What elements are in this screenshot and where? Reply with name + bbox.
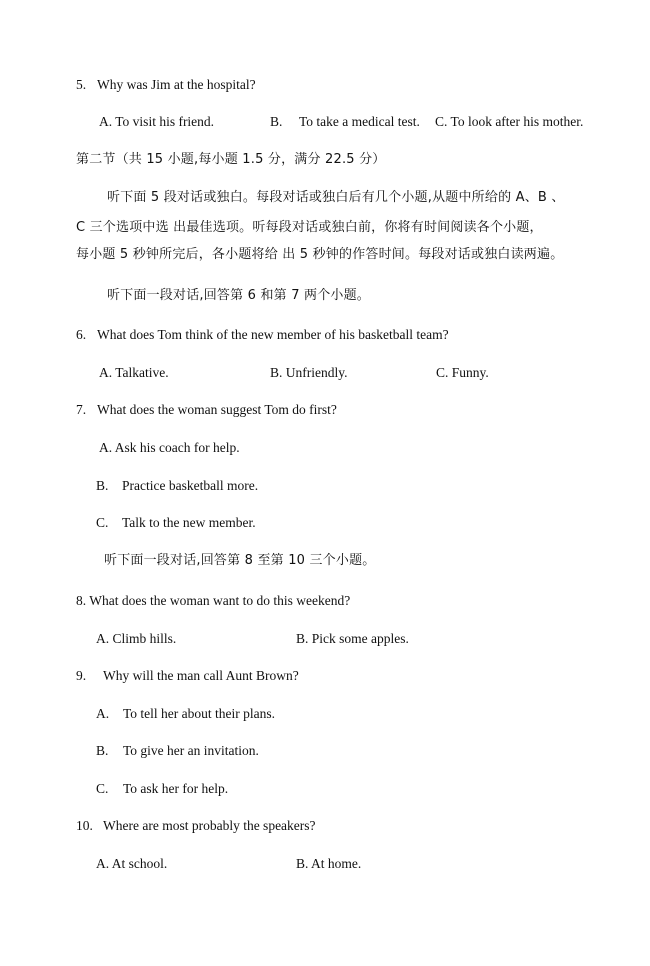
question-10 [76, 817, 316, 835]
question-stem: What does the woman want to do this weekend? [89, 593, 351, 608]
question-number: 8. [76, 593, 87, 608]
option-text: To tell her about their plans. [123, 706, 276, 721]
question-stem: What does the woman suggest Tom do first? [97, 402, 337, 417]
q10-option-b: B. At home. [296, 856, 362, 871]
question-9 [76, 667, 299, 685]
option-letter: A. [99, 440, 113, 455]
instructions-line-3: 每小题 5 秒钟所完后，各小题将给 出 5 秒钟的作答时间。每段对话或独白读两遍。 [76, 247, 564, 262]
q5-option-a: A. To visit his friend. [99, 114, 215, 129]
question-7 [76, 401, 337, 419]
question-number: 6. [76, 327, 87, 342]
section-heading: 第二节（共 15 小题,每小题 1.5 分，满分 22.5 分） [76, 152, 386, 167]
q9-option-a [96, 705, 275, 723]
q6-option-a: A. Talkative. [99, 365, 169, 380]
option-letter: C. [96, 781, 109, 796]
q9-option-c [96, 780, 228, 798]
option-text: Practice basketball more. [122, 478, 259, 493]
option-letter: B. [96, 478, 109, 493]
question-8 [76, 592, 350, 610]
option-letter: B. [96, 743, 109, 758]
q7-option-c [96, 514, 256, 532]
question-stem: What does Tom think of the new member of his basketball team? [97, 327, 449, 342]
question-number: 10. [76, 818, 93, 833]
dialog-intro-b: 听下面一段对话,回答第 8 至第 10 三个小题。 [104, 553, 376, 568]
dialog-intro-a: 听下面一段对话,回答第 6 和第 7 两个小题。 [107, 288, 371, 303]
q7-option-b [96, 477, 258, 495]
instructions-line-1: 听下面 5 段对话或独白。每段对话或独白后有几个小题,从题中所给的 A、B 、 [107, 190, 565, 205]
question-stem: Where are most probably the speakers? [103, 818, 316, 833]
question-stem: Why will the man call Aunt Brown? [103, 668, 299, 683]
q8-option-a: A. Climb hills. [96, 631, 177, 646]
question-stem: Why was Jim at the hospital? [97, 77, 256, 92]
instructions-line-2: C 三个选项中选 出最佳选项。听每段对话或独白前，你将有时间阅读各个小题， [76, 220, 543, 235]
q5-option-b-letter: B. [270, 114, 283, 129]
q9-option-b [96, 742, 259, 760]
q8-option-b: B. Pick some apples. [296, 631, 409, 646]
q10-option-a: A. At school. [96, 856, 168, 871]
question-5 [76, 76, 256, 94]
option-letter: A. [96, 706, 110, 721]
question-6 [76, 326, 449, 344]
option-text: Ask his coach for help. [114, 440, 240, 455]
option-text: Talk to the new member. [122, 515, 256, 530]
option-letter: C. [96, 515, 109, 530]
question-number: 9. [76, 668, 87, 683]
option-text: To ask her for help. [123, 781, 229, 796]
question-number: 5. [76, 77, 87, 92]
question-number: 7. [76, 402, 87, 417]
q5-option-b: To take a medical test. [299, 114, 420, 129]
q6-option-b: B. Unfriendly. [270, 365, 348, 380]
option-text: To give her an invitation. [123, 743, 259, 758]
q6-option-c: C. Funny. [436, 365, 489, 380]
q5-option-c: C. To look after his mother. [435, 114, 584, 129]
q7-option-a [99, 439, 240, 457]
